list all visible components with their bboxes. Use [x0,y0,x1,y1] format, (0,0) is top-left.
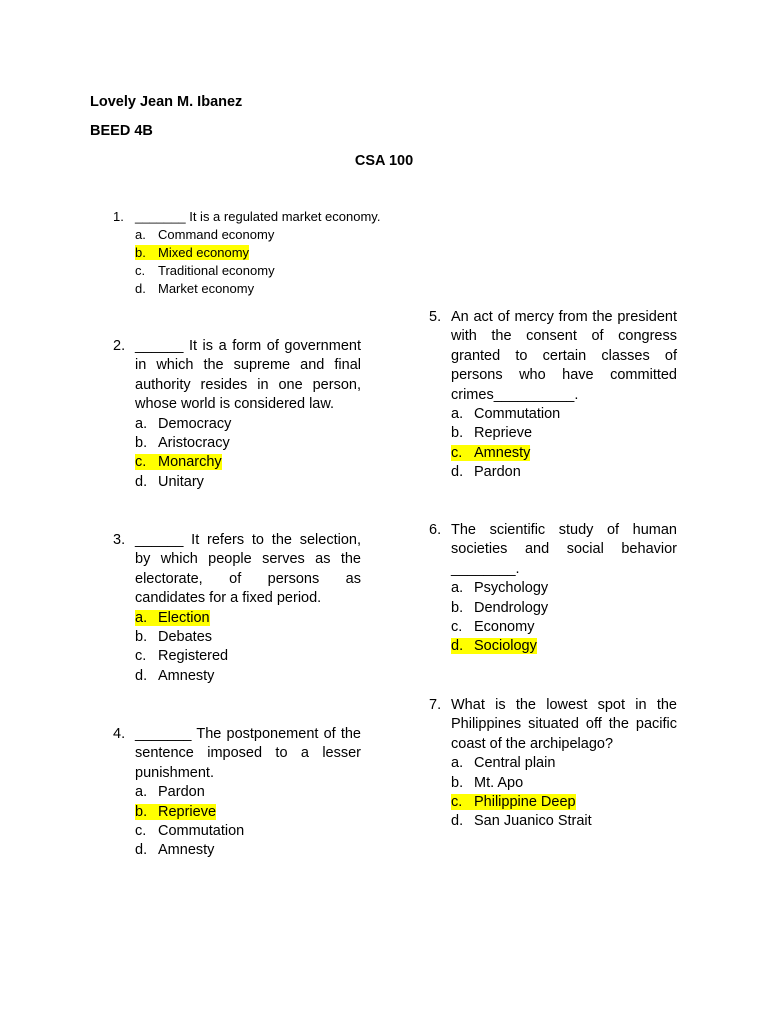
option-c: c. Commutation [135,823,245,840]
option-b: b. Mt. Apo [451,774,524,791]
question-text: _______ The postponement of the sentence imposed to a lesser punishment. [135,726,361,781]
option-b: b. Reprieve [451,425,533,442]
option-c: c. Registered [135,648,229,665]
question-stem [429,308,677,405]
option-b: b. Dendrology [451,599,549,616]
option-list [429,754,677,832]
option-c: c. Economy [451,619,535,636]
question-4 [113,725,361,861]
option-a: a. Psychology [451,580,549,597]
option-list [113,783,361,861]
question-text: An act of mercy from the president with the consent of congress granted to certain classes of persons who have committed crimes__________. [451,309,677,403]
question-stem [113,725,361,783]
option-a: a. Commutation [451,406,561,423]
option-list [429,579,677,657]
question-number: 5. [429,309,442,325]
option-d: d. Pardon [451,464,521,481]
question-number: 2. [113,338,126,354]
option-b-answer: b. Reprieve [135,803,217,820]
question-text: What is the lowest spot in the Philippines situated off the pacific coast of the archipelago? [451,697,677,752]
question-text: _______ It is a regulated market economy. [135,209,381,224]
question-6 [429,521,677,657]
option-list [113,415,361,493]
question-stem [113,208,413,226]
option-c-answer: c. Philippine Deep [451,794,576,811]
option-b: b. Aristocracy [135,435,230,452]
option-a: a. Democracy [135,415,232,432]
course-title: CSA 100 [354,153,414,169]
option-b: b. Debates [135,629,213,646]
option-c-answer: c. Monarchy [135,454,222,471]
question-3 [113,531,361,686]
option-a: a. Pardon [135,784,205,801]
option-list [113,226,413,298]
option-a: a. Command economy [135,227,275,242]
option-c: c. Traditional economy [135,263,275,278]
question-1 [113,208,413,298]
option-list [429,405,677,483]
question-number: 3. [113,532,126,548]
option-a-answer: a. Election [135,609,210,626]
option-c-answer: c. Amnesty [451,444,531,461]
question-text: ______ It refers to the selection, by which people serves as the electorate, of persons as candidates for a fixed period. [135,532,361,607]
question-number: 1. [113,209,124,224]
option-d-answer: d. Sociology [451,638,537,655]
question-stem [429,521,677,579]
question-2 [113,337,361,492]
question-stem [429,696,677,754]
question-5 [429,308,677,483]
question-text: The scientific study of human societies and social behavior ________. [451,522,677,577]
option-d: d. San Juanico Strait [451,813,592,830]
question-7 [429,696,677,832]
option-d: d. Market economy [135,281,255,296]
question-stem [113,531,361,609]
option-d: d. Amnesty [135,667,215,684]
student-name: Lovely Jean M. Ibanez [90,94,243,110]
question-number: 7. [429,697,442,713]
option-d: d. Amnesty [135,842,215,859]
question-text: ______ It is a form of government in which the supreme and final authority resides in one person, whose world is considered law. [135,338,361,413]
class-section: BEED 4B [90,123,153,139]
option-d: d. Unitary [135,473,204,490]
question-stem [113,337,361,415]
question-number: 6. [429,522,442,538]
option-b-answer: b. Mixed economy [135,245,250,260]
option-list [113,609,361,687]
question-number: 4. [113,726,126,742]
option-a: a. Central plain [451,755,556,772]
